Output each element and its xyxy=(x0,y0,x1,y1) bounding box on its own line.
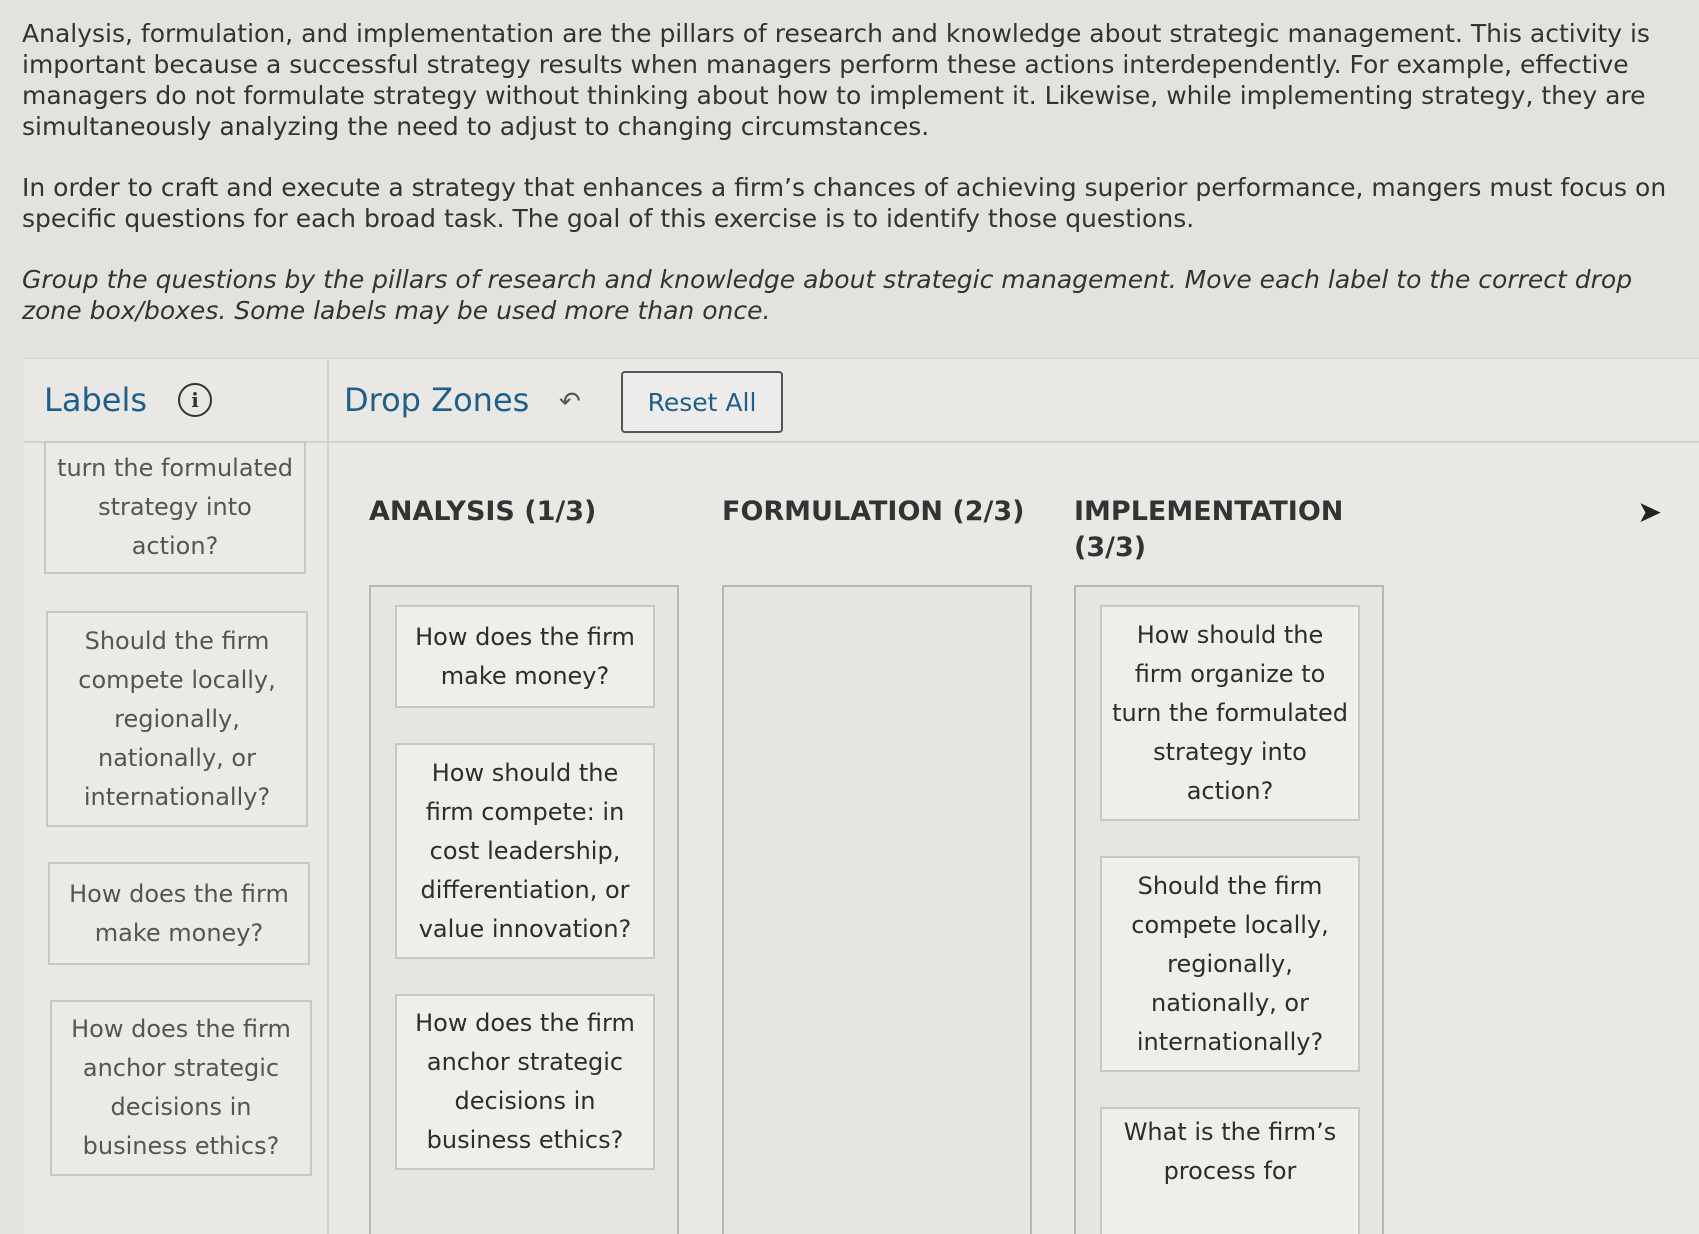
formulation-heading: FORMULATION (2/3) xyxy=(722,496,1025,527)
instructions xyxy=(22,18,1672,356)
label-card[interactable]: How does the firm make money? xyxy=(48,862,310,965)
placed-label[interactable]: How should the firm organize to turn the formulated strategy into action? xyxy=(1100,605,1360,821)
implementation-drop-zone[interactable] xyxy=(1074,585,1384,1234)
placed-label[interactable]: What is the firm’s process for xyxy=(1100,1107,1360,1234)
label-card[interactable]: turn the formulated strategy into action? xyxy=(44,441,306,574)
implementation-heading: IMPLEMENTATION (3/3) xyxy=(1074,496,1344,563)
placed-label[interactable]: How does the firm make money? xyxy=(395,605,655,708)
drag-drop-widget xyxy=(24,358,1699,1234)
labels-panel xyxy=(24,359,329,1234)
placed-label[interactable]: How does the firm anchor strategic decisions in business ethics? xyxy=(395,994,655,1170)
undo-icon[interactable]: ↶ xyxy=(559,387,581,417)
drop-zones-title: Drop Zones xyxy=(344,381,530,419)
label-card[interactable]: Should the firm compete locally, regionally, nationally, or internationally? xyxy=(46,611,308,827)
analysis-heading: ANALYSIS (1/3) xyxy=(369,496,597,527)
instructions-paragraph-3: Group the questions by the pillars of research and knowledge about strategic management. Move each label to the correct drop zone box/boxes. Some labels may be used more than once. xyxy=(22,265,1633,325)
reset-all-button[interactable]: Reset All xyxy=(621,371,783,433)
formulation-drop-zone[interactable] xyxy=(722,585,1032,1234)
labels-title: Labels xyxy=(44,381,147,419)
label-card[interactable]: How does the firm anchor strategic decisions in business ethics? xyxy=(50,1000,312,1176)
analysis-drop-zone[interactable] xyxy=(369,585,679,1234)
instructions-paragraph-1: Analysis, formulation, and implementation are the pillars of research and knowledge about strategic management. This activity is important because a successful strategy results when managers perform these actions interdependently. For example, effective managers do not formulate strategy without thinking about how to implement it. Likewise, while implementing strategy, they are simultaneously analyzing the need to adjust to changing circumstances. xyxy=(22,19,1650,141)
mouse-pointer-icon: ➤ xyxy=(1637,495,1663,530)
info-icon[interactable]: i xyxy=(178,383,212,417)
placed-label[interactable]: How should the firm compete: in cost leadership, differentiation, or value innovation? xyxy=(395,743,655,959)
placed-label[interactable]: Should the firm compete locally, regionally, nationally, or internationally? xyxy=(1100,856,1360,1072)
instructions-paragraph-2: In order to craft and execute a strategy that enhances a firm’s chances of achieving superior performance, mangers must focus on specific questions for each broad task. The goal of this exercise is to identify those questions. xyxy=(22,173,1667,233)
